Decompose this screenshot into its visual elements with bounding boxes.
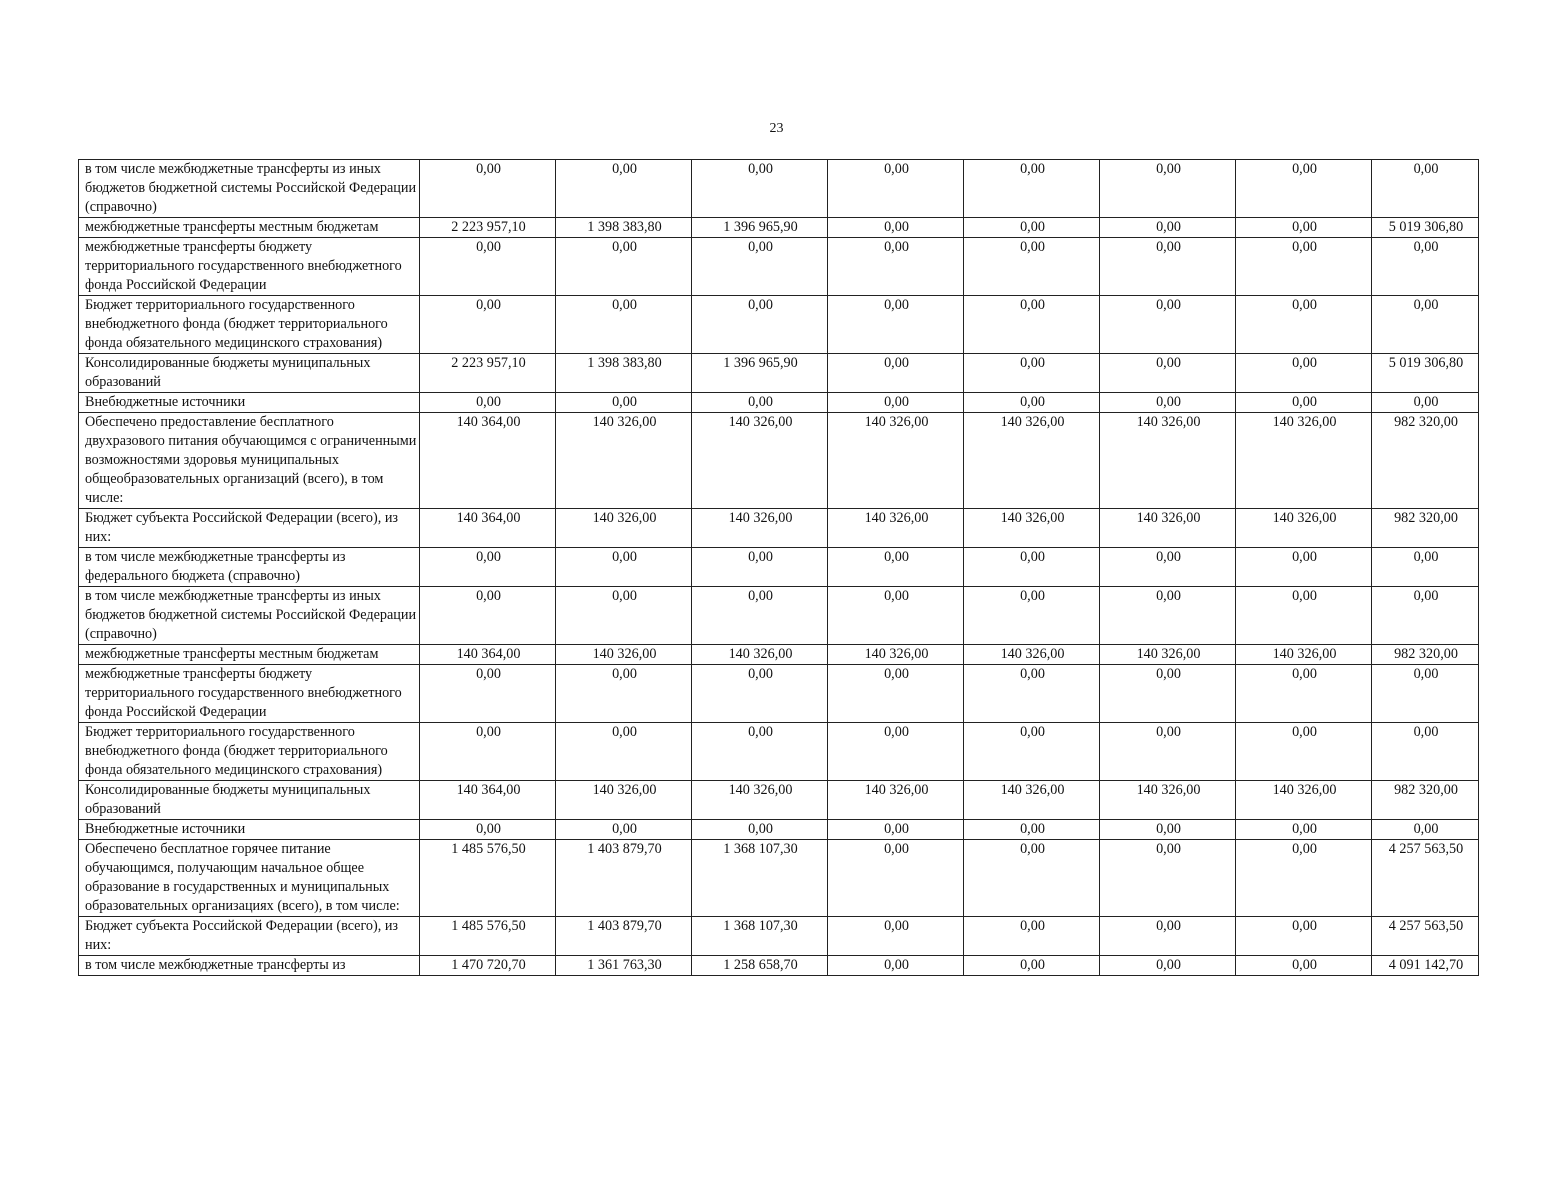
value-cell: 0,00: [828, 587, 964, 645]
value-cell: 140 326,00: [692, 413, 828, 509]
value-cell: 0,00: [1236, 296, 1372, 354]
value-cell: 140 326,00: [1236, 413, 1372, 509]
table-row: [79, 956, 1479, 976]
value-cell: 0,00: [828, 296, 964, 354]
row-label: Консолидированные бюджеты муниципальных образований: [79, 354, 420, 393]
value-cell: 2 223 957,10: [420, 354, 556, 393]
table-row: [79, 218, 1479, 238]
value-cell: 0,00: [692, 548, 828, 587]
value-cell: 0,00: [1236, 218, 1372, 238]
row-total: 0,00: [1372, 820, 1479, 840]
value-cell: 0,00: [1100, 160, 1236, 218]
value-cell: 0,00: [420, 665, 556, 723]
value-cell: 0,00: [964, 160, 1100, 218]
value-cell: 140 326,00: [556, 781, 692, 820]
row-total: 0,00: [1372, 665, 1479, 723]
table-row: [79, 645, 1479, 665]
value-cell: 0,00: [1100, 354, 1236, 393]
value-cell: 0,00: [828, 723, 964, 781]
value-cell: 140 326,00: [828, 509, 964, 548]
value-cell: 140 326,00: [556, 645, 692, 665]
value-cell: 2 223 957,10: [420, 218, 556, 238]
table-row: [79, 917, 1479, 956]
value-cell: 0,00: [1236, 354, 1372, 393]
value-cell: 0,00: [1236, 393, 1372, 413]
value-cell: 1 368 107,30: [692, 917, 828, 956]
row-label: Внебюджетные источники: [79, 393, 420, 413]
value-cell: 0,00: [1100, 956, 1236, 976]
value-cell: 0,00: [1100, 840, 1236, 917]
value-cell: 140 326,00: [692, 509, 828, 548]
value-cell: 140 364,00: [420, 413, 556, 509]
value-cell: 140 326,00: [1236, 645, 1372, 665]
row-label: Консолидированные бюджеты муниципальных образований: [79, 781, 420, 820]
value-cell: 0,00: [1100, 548, 1236, 587]
value-cell: 0,00: [1100, 917, 1236, 956]
value-cell: 0,00: [828, 218, 964, 238]
value-cell: 1 398 383,80: [556, 218, 692, 238]
value-cell: 140 326,00: [1100, 413, 1236, 509]
value-cell: 0,00: [964, 393, 1100, 413]
row-total: 0,00: [1372, 393, 1479, 413]
row-total: 0,00: [1372, 160, 1479, 218]
value-cell: 140 326,00: [1100, 509, 1236, 548]
value-cell: 0,00: [1100, 723, 1236, 781]
row-total: 4 091 142,70: [1372, 956, 1479, 976]
table-row: [79, 413, 1479, 509]
row-label: в том числе межбюджетные трансферты из федерального бюджета (справочно): [79, 548, 420, 587]
value-cell: 1 403 879,70: [556, 917, 692, 956]
value-cell: 0,00: [420, 393, 556, 413]
table-row: [79, 548, 1479, 587]
value-cell: 140 326,00: [692, 645, 828, 665]
table-row: [79, 160, 1479, 218]
value-cell: 140 326,00: [556, 413, 692, 509]
value-cell: 0,00: [556, 587, 692, 645]
value-cell: 0,00: [692, 665, 828, 723]
value-cell: 0,00: [1236, 956, 1372, 976]
value-cell: 0,00: [692, 723, 828, 781]
value-cell: 0,00: [1100, 218, 1236, 238]
value-cell: 0,00: [828, 160, 964, 218]
page-number: 23: [769, 121, 784, 136]
value-cell: 0,00: [828, 820, 964, 840]
value-cell: 1 403 879,70: [556, 840, 692, 917]
value-cell: 0,00: [692, 238, 828, 296]
value-cell: 140 326,00: [964, 781, 1100, 820]
value-cell: 0,00: [692, 587, 828, 645]
value-cell: 0,00: [828, 840, 964, 917]
value-cell: 0,00: [964, 820, 1100, 840]
value-cell: 140 326,00: [1236, 781, 1372, 820]
value-cell: 1 361 763,30: [556, 956, 692, 976]
value-cell: 140 326,00: [1100, 645, 1236, 665]
value-cell: 1 396 965,90: [692, 354, 828, 393]
value-cell: 0,00: [556, 723, 692, 781]
value-cell: 140 326,00: [828, 781, 964, 820]
value-cell: 0,00: [556, 820, 692, 840]
value-cell: 0,00: [1100, 296, 1236, 354]
row-label: межбюджетные трансферты бюджету территориального государственного внебюджетного фонда Российской Федерации: [79, 238, 420, 296]
value-cell: 140 326,00: [692, 781, 828, 820]
table-row: [79, 840, 1479, 917]
value-cell: 0,00: [692, 296, 828, 354]
table-row: [79, 820, 1479, 840]
value-cell: 0,00: [556, 160, 692, 218]
row-total: 0,00: [1372, 296, 1479, 354]
row-label: Бюджет территориального государственного внебюджетного фонда (бюджет территориального фонда обязательного медицинского страхования): [79, 723, 420, 781]
value-cell: 1 485 576,50: [420, 917, 556, 956]
value-cell: 0,00: [556, 548, 692, 587]
row-label: в том числе межбюджетные трансферты из иных бюджетов бюджетной системы Российской Федерации (справочно): [79, 587, 420, 645]
value-cell: 0,00: [1236, 820, 1372, 840]
value-cell: 0,00: [420, 820, 556, 840]
value-cell: 0,00: [420, 296, 556, 354]
row-total: 5 019 306,80: [1372, 218, 1479, 238]
value-cell: 1 368 107,30: [692, 840, 828, 917]
value-cell: 140 326,00: [964, 413, 1100, 509]
value-cell: 140 326,00: [1100, 781, 1236, 820]
table-body: [79, 160, 1479, 976]
row-total: 4 257 563,50: [1372, 840, 1479, 917]
value-cell: 140 364,00: [420, 645, 556, 665]
value-cell: 0,00: [964, 665, 1100, 723]
value-cell: 0,00: [1236, 723, 1372, 781]
row-label: Обеспечено бесплатное горячее питание обучающимся, получающим начальное общее образование в государственных и муниципальных образовательных организациях (всего), в том числе:: [79, 840, 420, 917]
value-cell: 0,00: [828, 238, 964, 296]
value-cell: 1 485 576,50: [420, 840, 556, 917]
value-cell: 0,00: [1236, 587, 1372, 645]
row-total: 0,00: [1372, 587, 1479, 645]
value-cell: 0,00: [828, 956, 964, 976]
value-cell: 0,00: [1236, 665, 1372, 723]
value-cell: 1 258 658,70: [692, 956, 828, 976]
value-cell: 0,00: [1236, 548, 1372, 587]
budget-table: [78, 159, 1479, 976]
value-cell: 0,00: [964, 723, 1100, 781]
value-cell: 1 470 720,70: [420, 956, 556, 976]
row-total: 982 320,00: [1372, 781, 1479, 820]
value-cell: 0,00: [964, 956, 1100, 976]
row-label: Внебюджетные источники: [79, 820, 420, 840]
row-label: Обеспечено предоставление бесплатного двухразового питания обучающимся с ограниченными возможностями здоровья муниципальных общеобразовательных организаций (всего), в том числе:: [79, 413, 420, 509]
value-cell: 0,00: [828, 354, 964, 393]
value-cell: 140 326,00: [828, 645, 964, 665]
row-total: 982 320,00: [1372, 413, 1479, 509]
value-cell: 0,00: [420, 548, 556, 587]
table-row: [79, 509, 1479, 548]
row-total: 0,00: [1372, 548, 1479, 587]
row-label: межбюджетные трансферты местным бюджетам: [79, 218, 420, 238]
value-cell: 0,00: [828, 917, 964, 956]
row-total: 0,00: [1372, 238, 1479, 296]
table-row: [79, 587, 1479, 645]
value-cell: 0,00: [828, 548, 964, 587]
value-cell: 0,00: [1100, 820, 1236, 840]
row-label: межбюджетные трансферты бюджету территориального государственного внебюджетного фонда Российской Федерации: [79, 665, 420, 723]
value-cell: 0,00: [1236, 238, 1372, 296]
value-cell: 140 326,00: [556, 509, 692, 548]
value-cell: 1 398 383,80: [556, 354, 692, 393]
table-row: [79, 238, 1479, 296]
value-cell: 0,00: [1236, 917, 1372, 956]
value-cell: 0,00: [1100, 393, 1236, 413]
value-cell: 0,00: [556, 393, 692, 413]
row-label: в том числе межбюджетные трансферты из: [79, 956, 420, 976]
row-total: 982 320,00: [1372, 509, 1479, 548]
row-total: 4 257 563,50: [1372, 917, 1479, 956]
table-row: [79, 354, 1479, 393]
value-cell: 140 326,00: [964, 645, 1100, 665]
value-cell: 0,00: [964, 548, 1100, 587]
value-cell: 0,00: [692, 393, 828, 413]
value-cell: 1 396 965,90: [692, 218, 828, 238]
row-label: Бюджет территориального государственного внебюджетного фонда (бюджет территориального фонда обязательного медицинского страхования): [79, 296, 420, 354]
value-cell: 0,00: [964, 218, 1100, 238]
value-cell: 0,00: [420, 238, 556, 296]
value-cell: 0,00: [1236, 840, 1372, 917]
row-total: 5 019 306,80: [1372, 354, 1479, 393]
value-cell: 140 364,00: [420, 781, 556, 820]
value-cell: 0,00: [556, 665, 692, 723]
value-cell: 0,00: [1100, 238, 1236, 296]
value-cell: 0,00: [556, 296, 692, 354]
value-cell: 0,00: [420, 723, 556, 781]
table-row: [79, 393, 1479, 413]
value-cell: 0,00: [828, 393, 964, 413]
value-cell: 0,00: [964, 917, 1100, 956]
row-total: 982 320,00: [1372, 645, 1479, 665]
value-cell: 0,00: [1236, 160, 1372, 218]
table-row: [79, 665, 1479, 723]
table-row: [79, 781, 1479, 820]
value-cell: 0,00: [964, 587, 1100, 645]
value-cell: 140 364,00: [420, 509, 556, 548]
row-label: Бюджет субъекта Российской Федерации (всего), из них:: [79, 509, 420, 548]
value-cell: 0,00: [420, 160, 556, 218]
value-cell: 0,00: [692, 160, 828, 218]
table-row: [79, 723, 1479, 781]
value-cell: 0,00: [420, 587, 556, 645]
value-cell: 140 326,00: [828, 413, 964, 509]
value-cell: 0,00: [964, 354, 1100, 393]
table-row: [79, 296, 1479, 354]
value-cell: 0,00: [964, 296, 1100, 354]
value-cell: 140 326,00: [964, 509, 1100, 548]
value-cell: 0,00: [556, 238, 692, 296]
row-label: Бюджет субъекта Российской Федерации (всего), из них:: [79, 917, 420, 956]
value-cell: 140 326,00: [1236, 509, 1372, 548]
value-cell: 0,00: [964, 840, 1100, 917]
value-cell: 0,00: [1100, 587, 1236, 645]
row-label: межбюджетные трансферты местным бюджетам: [79, 645, 420, 665]
value-cell: 0,00: [964, 238, 1100, 296]
value-cell: 0,00: [1100, 665, 1236, 723]
value-cell: 0,00: [828, 665, 964, 723]
row-total: 0,00: [1372, 723, 1479, 781]
value-cell: 0,00: [692, 820, 828, 840]
row-label: в том числе межбюджетные трансферты из иных бюджетов бюджетной системы Российской Федерации (справочно): [79, 160, 420, 218]
